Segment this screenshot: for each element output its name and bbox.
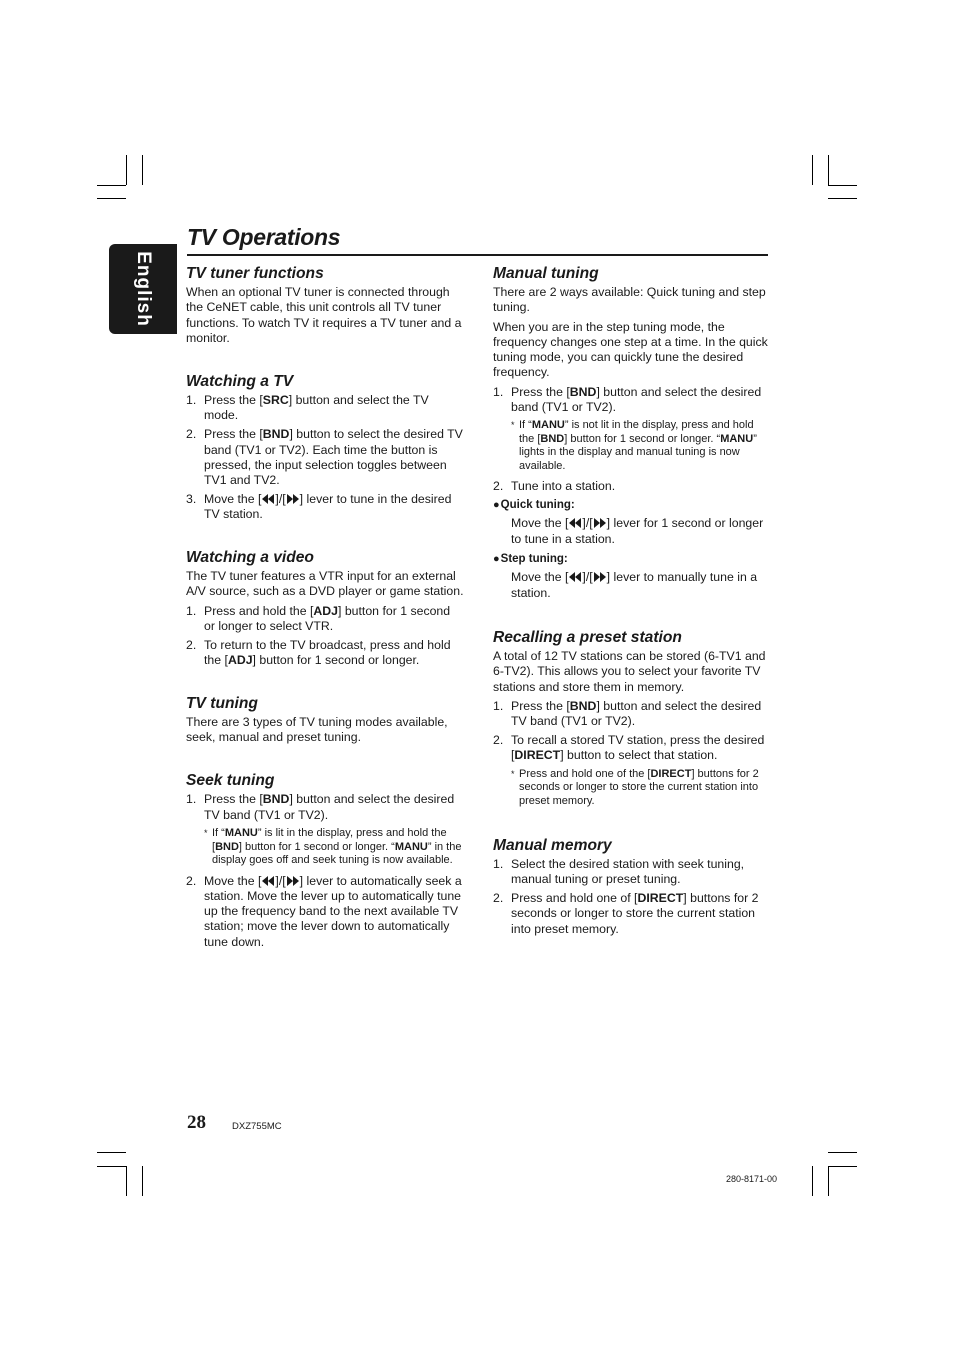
list-item: 2. Move the [ ]/[ ] lever to automatically seek a station. Move the lever up to automatically tune up the frequency band to the next available TV station; move the lever down to automatically tune down. xyxy=(186,873,462,949)
step-number: 2. xyxy=(186,427,197,442)
crop-mark xyxy=(142,155,143,185)
section-body: When you are in the step tuning mode, the frequency changes one step at a time. In the quick tuning mode, you can quickly tune the desired frequency. xyxy=(493,319,768,380)
step-number: 1. xyxy=(186,603,197,618)
model-code: DXZ755MC xyxy=(232,1121,282,1132)
steps-list xyxy=(186,393,464,522)
crop-mark xyxy=(828,155,829,185)
quick-tuning-body: Move the [ ]/[ ] lever for 1 second or longer to tune in a station. xyxy=(511,516,764,546)
list-item: 1. Select the desired station with seek tuning, manual tuning or preset tuning. xyxy=(493,857,745,887)
list-item: 1. Press the [BND] button and select the desired band (TV1 or TV2). * If “MANU” is not lit in the display, press and hold the [BND] button for 1 second or longer. “MANU” lights in the display and manual tuning is now available. xyxy=(493,385,769,474)
rewind-icon xyxy=(568,517,582,529)
section-heading: TV tuning xyxy=(186,694,258,712)
section-watching-tv xyxy=(186,372,464,522)
step-number: 1. xyxy=(493,857,504,872)
crop-mark xyxy=(97,198,126,199)
button-key: ADJ xyxy=(313,603,338,618)
crop-mark xyxy=(126,1166,127,1196)
crop-mark xyxy=(126,155,127,185)
section-recalling-preset xyxy=(493,628,769,808)
button-key: DIRECT xyxy=(637,891,684,906)
section-tv-tuner-functions xyxy=(186,264,464,346)
page-title: TV Operations xyxy=(187,224,341,250)
button-key: ADJ xyxy=(227,653,253,668)
list-item: 1. Press the [BND] button and select the desired TV band (TV1 or TV2). * If “MANU” is lit in the display, press and hold the [BND] button for 1 second or longer. “MANU” in the display goes off and seek tuning is now available. xyxy=(186,792,464,867)
step-number: 2. xyxy=(493,479,504,494)
steps-list xyxy=(186,604,464,669)
fast-forward-icon xyxy=(286,875,300,887)
list-item: 1. Press and hold the [ADJ] button for 1 second or longer to select VTR. xyxy=(186,603,451,633)
crop-mark xyxy=(142,1166,143,1196)
list-item: 2. To recall a stored TV station, press the desired [DIRECT] button to select that station. * Press and hold one of the [DIRECT] buttons for 2 seconds or longer to store the current station into preset memory. xyxy=(493,733,769,808)
step-number: 3. xyxy=(186,491,197,506)
crop-mark xyxy=(828,1166,857,1167)
rewind-icon xyxy=(261,493,275,505)
asterisk: * xyxy=(511,420,515,431)
section-manual-tuning xyxy=(493,264,769,601)
crop-mark xyxy=(828,185,857,186)
section-body: A total of 12 TV stations can be stored (6-TV1 and 6-TV2). This allows you to select your favorite TV stations and store them in memory. xyxy=(493,648,766,694)
section-seek-tuning xyxy=(186,771,464,950)
step-number: 2. xyxy=(186,637,197,652)
crop-mark xyxy=(812,1166,813,1196)
page-number: 28 xyxy=(187,1112,206,1133)
fast-forward-icon xyxy=(286,493,300,505)
rewind-icon xyxy=(568,571,582,583)
steps-list xyxy=(493,699,769,808)
crop-mark xyxy=(97,1152,126,1153)
section-heading: Manual memory xyxy=(493,837,612,855)
crop-mark xyxy=(97,1166,126,1167)
fast-forward-icon xyxy=(593,517,607,529)
crop-mark xyxy=(812,155,813,185)
quick-tuning-label: ●Quick tuning: xyxy=(493,499,575,512)
asterisk: * xyxy=(511,768,515,779)
step-number: 1. xyxy=(186,792,197,807)
step-number: 2. xyxy=(186,873,197,888)
step-tuning-body: Move the [ ]/[ ] lever to manually tune in a station. xyxy=(511,570,758,600)
steps-list xyxy=(186,792,464,950)
button-key: SRC xyxy=(262,393,289,408)
fast-forward-icon xyxy=(593,571,607,583)
right-column xyxy=(493,264,769,941)
list-item: 2. Tune into a station. xyxy=(493,479,616,494)
crop-mark xyxy=(828,198,857,199)
crop-mark xyxy=(828,1152,857,1153)
section-heading: Seek tuning xyxy=(186,772,275,790)
section-body: The TV tuner features a VTR input for an external A/V source, such as a DVD player or game station. xyxy=(186,569,464,599)
steps-list xyxy=(493,385,769,495)
list-item: 2. Press the [BND] button to select the desired TV band (TV1 or TV2). Each time the button is pressed, the input selection toggles between TV1 and TV2. xyxy=(186,427,463,488)
section-body: When an optional TV tuner is connected through the CeNET cable, this unit controls all TV tuner functions. To watch TV it requires a TV tuner and a monitor. xyxy=(186,285,462,345)
step-tuning-label: ●Step tuning: xyxy=(493,553,568,566)
button-key: BND xyxy=(569,698,597,713)
step-number: 2. xyxy=(493,732,504,747)
rewind-icon xyxy=(261,875,275,887)
note: * If “MANU” is not lit in the display, press and hold the [BND] button for 1 second or longer. “MANU” lights in the display and manual tuning is now available. xyxy=(511,419,757,472)
button-key: BND xyxy=(262,427,290,442)
section-heading: Recalling a preset station xyxy=(493,628,682,646)
list-item: 2. Press and hold one of [DIRECT] buttons for 2 seconds or longer to store the current station into preset memory. xyxy=(493,891,759,936)
part-number: 280-8171-00 xyxy=(726,1174,778,1184)
title-rule xyxy=(187,254,768,256)
button-key: BND xyxy=(262,792,290,807)
list-item: 1. Press the [SRC] button and select the TV mode. xyxy=(186,393,429,423)
section-body: There are 3 types of TV tuning modes available, seek, manual and preset tuning. xyxy=(186,714,448,745)
section-manual-memory xyxy=(493,836,769,937)
list-item: 2. To return to the TV broadcast, press and hold the [ADJ] button for 1 second or longer. xyxy=(186,637,451,668)
section-tv-tuning xyxy=(186,694,464,746)
step-number: 1. xyxy=(493,698,504,713)
asterisk: * xyxy=(204,828,208,839)
button-key: DIRECT xyxy=(514,748,561,763)
language-tab-label: English xyxy=(133,251,154,327)
list-item: 3. Move the [ ]/[ ] lever to tune in the desired TV station. xyxy=(186,491,452,522)
list-item: 1. Press the [BND] button and select the desired TV band (TV1 or TV2). xyxy=(493,698,762,729)
steps-list xyxy=(493,857,769,937)
section-heading: Watching a video xyxy=(186,549,314,567)
section-heading: Watching a TV xyxy=(186,373,294,391)
section-heading: TV tuner functions xyxy=(186,265,324,282)
step-number: 1. xyxy=(186,393,197,408)
left-column xyxy=(186,264,464,954)
note: * If “MANU” is lit in the display, press and hold the [BND] button for 1 second or longer. “MANU” in the display goes off and seek tuning is now available. xyxy=(204,827,462,867)
bullet-icon: ● xyxy=(493,553,500,566)
section-heading: Manual tuning xyxy=(493,265,599,282)
button-key: BND xyxy=(569,384,597,399)
language-tab xyxy=(109,244,177,334)
note: * Press and hold one of the [DIRECT] buttons for 2 seconds or longer to store the current station into preset memory. xyxy=(511,767,759,807)
section-watching-video xyxy=(186,548,464,668)
section-body: There are 2 ways available: Quick tuning and step tuning. xyxy=(493,285,766,315)
crop-mark xyxy=(97,185,126,186)
step-number: 2. xyxy=(493,891,504,906)
step-number: 1. xyxy=(493,384,504,399)
bullet-icon: ● xyxy=(493,499,500,512)
crop-mark xyxy=(828,1166,829,1196)
